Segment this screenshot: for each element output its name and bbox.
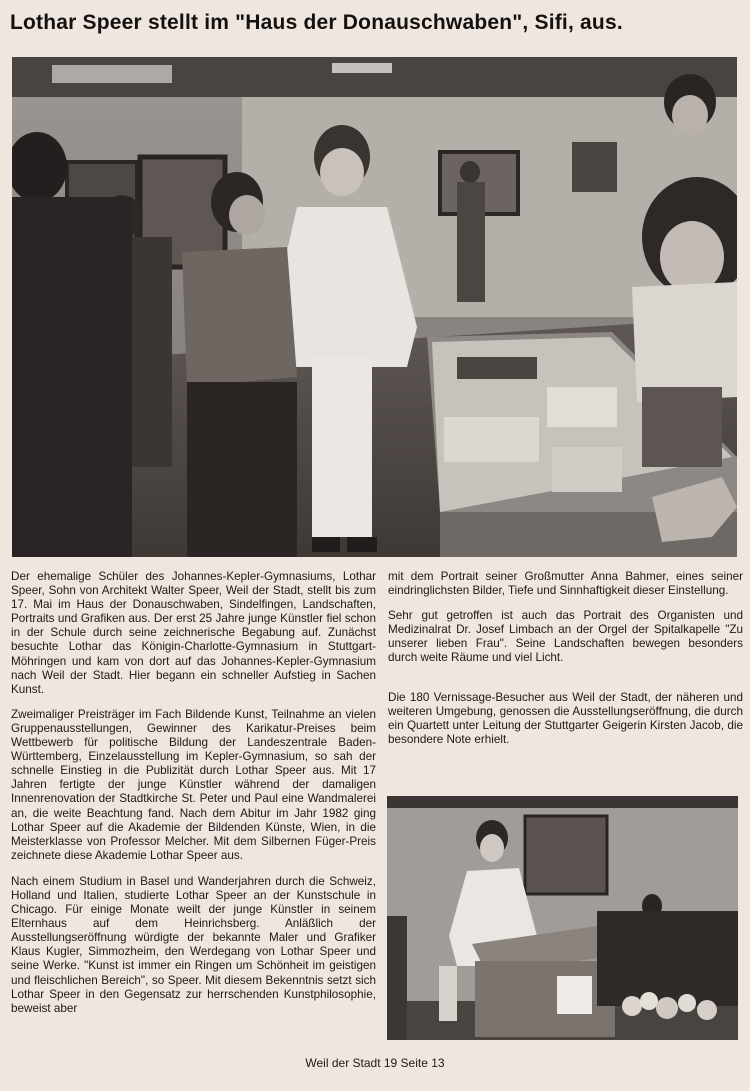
page-footer: Weil der Stadt 19 Seite 13 [305,1056,445,1070]
exhibition-photo [12,57,737,557]
artist-speech-photo [387,796,738,1040]
paragraph: mit dem Portrait seiner Großmutter Anna Bahmer, eines seiner eindringlichsten Bilder, Tiefe und Sinnhaftigkeit dieser Einstellung. [388,570,743,598]
article-left-column [11,570,376,1027]
article-right-column [388,570,743,758]
paragraph: Der ehemalige Schüler des Johannes-Kepler-Gymnasiums, Lothar Speer, Sohn von Architekt Walter Speer, Weil der Stadt, stellt bis zum 17. Mai im Haus der Donauschwaben, Sindelfingen, Landschaften, Portraits und Grafiken aus. Der erst 25 Jahre junge Künstler fiel schon in der Schule durch seine zeichnerische Begabung auf. Zunächst besuchte Lothar das Königin-Charlotte-Gymnasium in Stuttgart-Möhringen und kam von dort auf das Johannes-Kepler-Gymnasium nach Weil der Stadt. Hier begann ein schneller Aufstieg in Sachen Kunst. [11,570,376,696]
paragraph: Sehr gut getroffen ist auch das Portrait des Organisten und Medizinalrat Dr. Josef Limbach an der Orgel der Spitalkapelle "Zu unserer lieben Frau". Seine Landschaften bewegen besonders durch weite Räume und viel Licht. [388,609,743,665]
paragraph: Die 180 Vernissage-Besucher aus Weil der Stadt, der näheren und weiteren Umgebung, genossen die Ausstellungseröffnung, die durch ein Quartett unter Leitung der Stuttgarter Geigerin Kirsten Jacob, die besondere Note erhielt. [388,690,743,746]
paragraph: Zweimaliger Preisträger im Fach Bildende Kunst, Teilnahme an vielen Gruppenausstellungen, Gewinner des Karikatur-Preises beim Wettbewerb für politische Bildung der Landeszentrale Baden-Württemberg, Einzelausstellung im Kepler-Gymnasium, so sah der schnelle Einstieg in die Publizität durch Lothar Speer aus. Mit 17 Jahren fertigte der junge Künstler während der damaligen Innenrenovation der Stadtkirche St. Peter und Paul eine Wandmalerei an, die weite Beachtung fand. Nach dem Abitur im Jahr 1982 ging Lothar Speer auf die Akademie der Bildenden Künste, Wien, in die Meisterklasse von Professor Melcher. Mit dem Silbernen Füger-Preis zeichnete diese Akademie Lothar Speer aus. [11,707,376,862]
paragraph: Nach einem Studium in Basel und Wanderjahren durch die Schweiz, Holland und Italien, studierte Lothar Speer an der Kunstschule in Chicago. Für einige Monate weilt der junge Künstler in seinem Elternhaus auf dem Heinrichsberg. Anläßlich der Ausstellungseröffnung würdigte der bekannte Maler und Grafiker Klaus Kugler, Simmozheim, den Werdegang von Lothar Speer und seine Werke. "Kunst ist immer ein Ringen um Schönheit im geistigen und fleischlichen Bereich", so Speer. Mit diesem Bekenntnis setzt sich Lothar Speer in den Gegensatz zur herrschenden Kunstphilosophie, beweist aber [11,874,376,1015]
headline: Lothar Speer stellt im "Haus der Donauschwaben", Sifi, aus. [10,11,623,34]
